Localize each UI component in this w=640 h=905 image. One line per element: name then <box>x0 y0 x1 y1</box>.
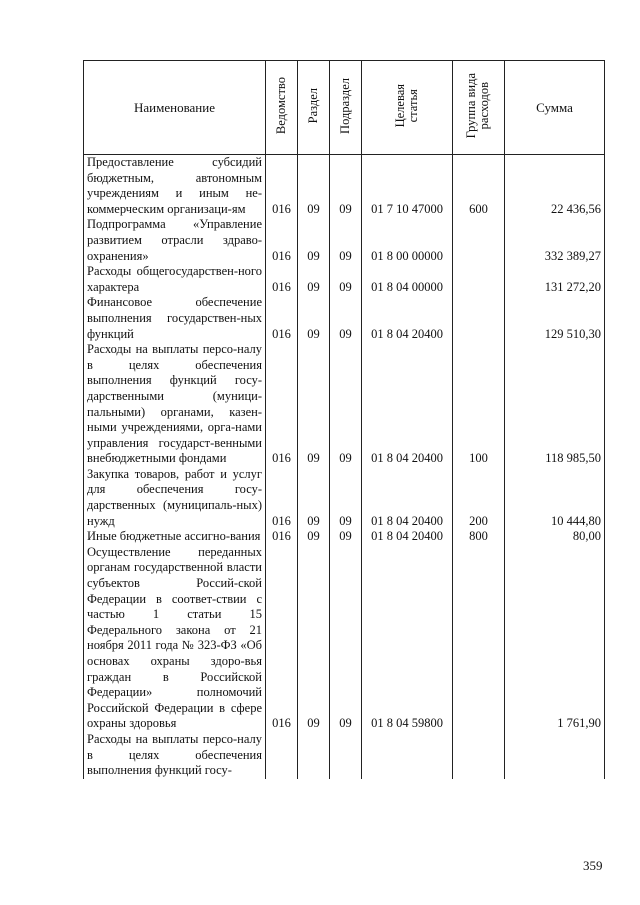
row-name: Расходы на выплаты персо-налу в целях обеспечения выполнения функций госу- <box>84 732 266 779</box>
row-expense-group <box>453 264 505 295</box>
header-target-item-label <box>394 84 420 127</box>
row-name: Предоставление субсидий бюджетным, автономным учреждениям и иным не-коммерческим организаци-ям <box>84 155 266 218</box>
row-name: Иные бюджетные ассигно-вания <box>84 529 266 545</box>
header-department <box>266 61 298 155</box>
row-department: 016 <box>266 467 298 529</box>
row-department: 016 <box>266 217 298 264</box>
header-expense-group-line1: Группа вида <box>464 72 479 139</box>
row-department: 016 <box>266 342 298 467</box>
row-target-item: 01 7 10 47000 <box>362 155 453 218</box>
row-sum: 80,00 <box>505 529 605 545</box>
row-subsection: 09 <box>330 217 362 264</box>
row-target-item: 01 8 04 00000 <box>362 264 453 295</box>
table-row <box>84 529 605 545</box>
row-name: Расходы общегосударствен-ного характера <box>84 264 266 295</box>
row-subsection: 09 <box>330 295 362 342</box>
row-department: 016 <box>266 529 298 545</box>
row-section: 09 <box>298 342 330 467</box>
row-department: 016 <box>266 264 298 295</box>
row-name: Осуществление переданных органам государственной власти субъектов Россий-ской Федерации в соответ-ствии с частью 1 статьи 15 Федерального закона от 21 ноября 2011 года № 323-ФЗ «Об основах охраны здоро-вья граждан в Российской Федерации» полномочий Российской Федерации в сфере охраны здоровья <box>84 545 266 732</box>
row-target-item: 01 8 04 20400 <box>362 529 453 545</box>
header-expense-group-line2: расходов <box>477 81 492 130</box>
row-expense-group <box>453 295 505 342</box>
row-section: 09 <box>298 264 330 295</box>
row-section: 09 <box>298 467 330 529</box>
header-name: Наименование <box>84 61 266 155</box>
header-subsection <box>330 61 362 155</box>
row-subsection: 09 <box>330 529 362 545</box>
table-row <box>84 155 605 218</box>
header-department-label: Ведомство <box>273 76 288 135</box>
row-subsection: 09 <box>330 467 362 529</box>
header-expense-group <box>453 61 505 155</box>
row-department: 016 <box>266 545 298 732</box>
row-subsection: 09 <box>330 155 362 218</box>
row-target-item: 01 8 04 59800 <box>362 545 453 732</box>
row-target-item: 01 8 04 20400 <box>362 295 453 342</box>
row-subsection: 09 <box>330 342 362 467</box>
row-expense-group: 100 <box>453 342 505 467</box>
row-sum: 129 510,30 <box>505 295 605 342</box>
row-department <box>266 732 298 779</box>
row-section: 09 <box>298 155 330 218</box>
row-target-item: 01 8 04 20400 <box>362 467 453 529</box>
header-sum: Сумма <box>505 61 605 155</box>
header-section-label: Раздел <box>305 87 320 124</box>
table-row <box>84 264 605 295</box>
row-expense-group <box>453 545 505 732</box>
row-sum: 10 444,80 <box>505 467 605 529</box>
row-expense-group: 600 <box>453 155 505 218</box>
row-subsection: 09 <box>330 264 362 295</box>
row-section: 09 <box>298 217 330 264</box>
table-header-row <box>84 61 605 155</box>
row-expense-group: 200 <box>453 467 505 529</box>
table-row <box>84 295 605 342</box>
row-target-item: 01 8 00 00000 <box>362 217 453 264</box>
row-sum: 118 985,50 <box>505 342 605 467</box>
header-target-item-line1: Целевая <box>392 83 407 128</box>
row-sum: 22 436,56 <box>505 155 605 218</box>
row-sum: 332 389,27 <box>505 217 605 264</box>
row-section: 09 <box>298 529 330 545</box>
row-section: 09 <box>298 295 330 342</box>
row-section <box>298 732 330 779</box>
table-row <box>84 217 605 264</box>
row-department: 016 <box>266 295 298 342</box>
row-name: Финансовое обеспечение выполнения государствен-ных функций <box>84 295 266 342</box>
row-expense-group <box>453 732 505 779</box>
table-row <box>84 732 605 779</box>
budget-table <box>83 60 605 779</box>
row-department: 016 <box>266 155 298 218</box>
row-sum: 131 272,20 <box>505 264 605 295</box>
page-number: 359 <box>583 858 603 873</box>
table-row <box>84 545 605 732</box>
header-target-item <box>362 61 453 155</box>
header-target-item-line2: статья <box>406 88 420 123</box>
row-name: Подпрограмма «Управление развитием отрасли здраво-охранения» <box>84 217 266 264</box>
header-section <box>298 61 330 155</box>
row-name: Расходы на выплаты персо-налу в целях обеспечения выполнения функций госу-дарственными (муници-пальными) органами, казен-ными учреждениями, орга-нами управления государст-венными внебюджетными фондами <box>84 342 266 467</box>
row-sum <box>505 732 605 779</box>
row-subsection <box>330 732 362 779</box>
row-target-item: 01 8 04 20400 <box>362 342 453 467</box>
header-subsection-label: Подраздел <box>337 77 352 134</box>
row-subsection: 09 <box>330 545 362 732</box>
row-name: Закупка товаров, работ и услуг для обеспечения госу-дарственных (муниципаль-ных) нужд <box>84 467 266 529</box>
row-section: 09 <box>298 545 330 732</box>
header-expense-group-label <box>465 73 491 138</box>
table-row <box>84 467 605 529</box>
row-target-item <box>362 732 453 779</box>
row-expense-group: 800 <box>453 529 505 545</box>
table-row <box>84 342 605 467</box>
row-sum: 1 761,90 <box>505 545 605 732</box>
row-expense-group <box>453 217 505 264</box>
